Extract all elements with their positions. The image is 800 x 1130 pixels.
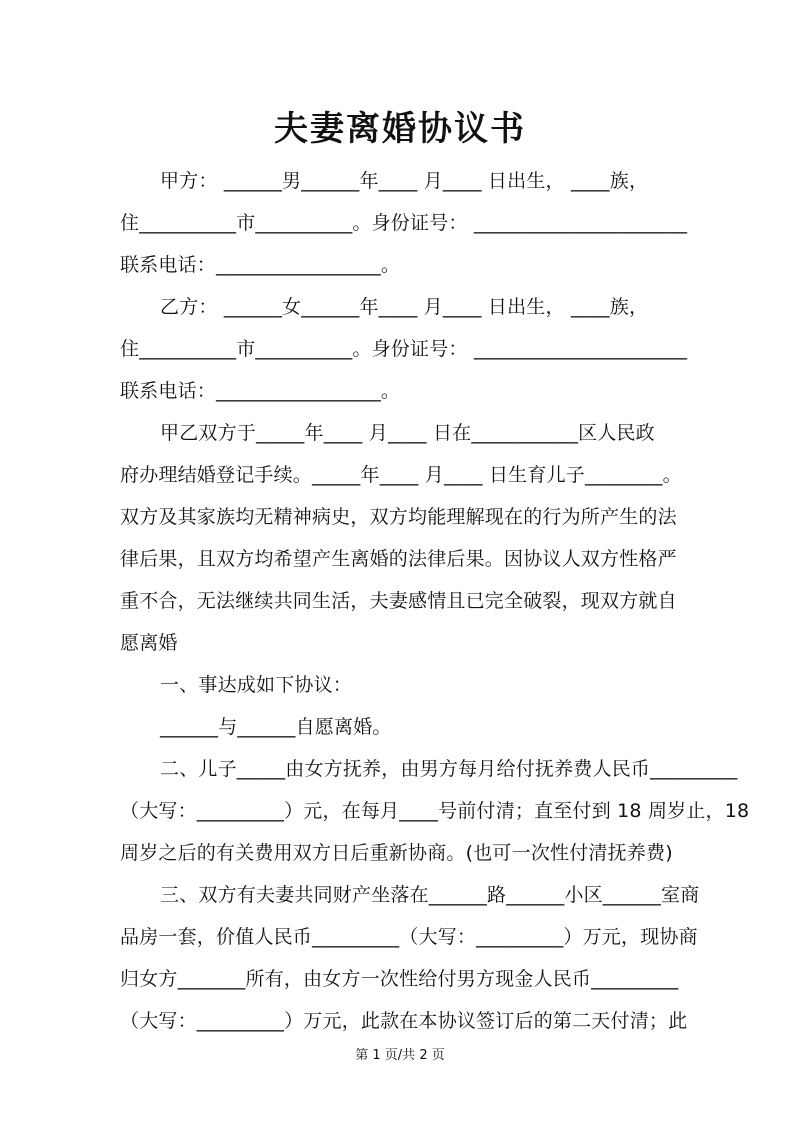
property-line-3: 归女方_______所有，由女方一次性给付男方现金人民币_________ xyxy=(120,968,679,990)
marriage-paragraph-line-2: 府办理结婚登记手续。_____年____ 月____ 日生育儿子________。 xyxy=(120,464,682,486)
page-number: 第 1 页/共 2 页 xyxy=(355,1048,445,1063)
document-title: 夫妻离婚协议书 xyxy=(274,109,526,149)
party-a-line-3: 联系电话：_________________。 xyxy=(120,254,401,276)
marriage-paragraph-line-5: 重不合，无法继续共同生活，夫妻感情且已完全破裂，现双方就自 xyxy=(120,590,677,612)
party-b-line-3: 联系电话：_________________。 xyxy=(120,380,401,402)
property-line-2: 品房一套，价值人民币_________（大写：_________）万元，现协商 xyxy=(120,926,698,948)
property-line-1: 三、双方有夫妻共同财产坐落在______路______小区______室商 xyxy=(160,884,700,906)
marriage-paragraph-line-3: 双方及其家族均无精神病史，双方均能理解现在的行为所产生的法 xyxy=(120,506,677,528)
divorce-statement: ______与______自愿离婚。 xyxy=(160,716,392,738)
party-b-line-2: 住__________市__________。身份证号： ______________________ xyxy=(120,338,688,360)
party-b-line-1: 乙方： ______女______年____ 月____ 日出生， ____族， xyxy=(160,296,649,318)
party-a-line-1: 甲方： ______男______年____ 月____ 日出生， ____族， xyxy=(160,170,649,192)
child-support-line-1: 二、儿子_____由女方抚养，由男方每月给付抚养费人民币_________ xyxy=(160,758,738,780)
marriage-paragraph-line-6: 愿离婚 xyxy=(120,632,178,654)
property-line-4: （大写：_________）万元，此款在本协议签订后的第二天付清；此 xyxy=(120,1010,688,1032)
marriage-paragraph-line-4: 律后果，且双方均希望产生离婚的法律后果。因协议人双方性格严 xyxy=(120,548,677,570)
child-support-line-2: （大写：_________）元，在每月____号前付清；直至付到 18 周岁止，18 xyxy=(120,800,750,822)
document-body xyxy=(120,160,750,1042)
agreement-heading: 一、事达成如下协议： xyxy=(160,674,353,696)
child-support-line-3: 周岁之后的有关费用双方日后重新协商。(也可一次性付清抚养费) xyxy=(120,842,673,864)
marriage-paragraph-line-1: 甲乙双方于_____年____ 月____ 日在___________区人民政 xyxy=(160,422,655,444)
party-a-line-2: 住__________市__________。身份证号： ______________________ xyxy=(120,212,688,234)
